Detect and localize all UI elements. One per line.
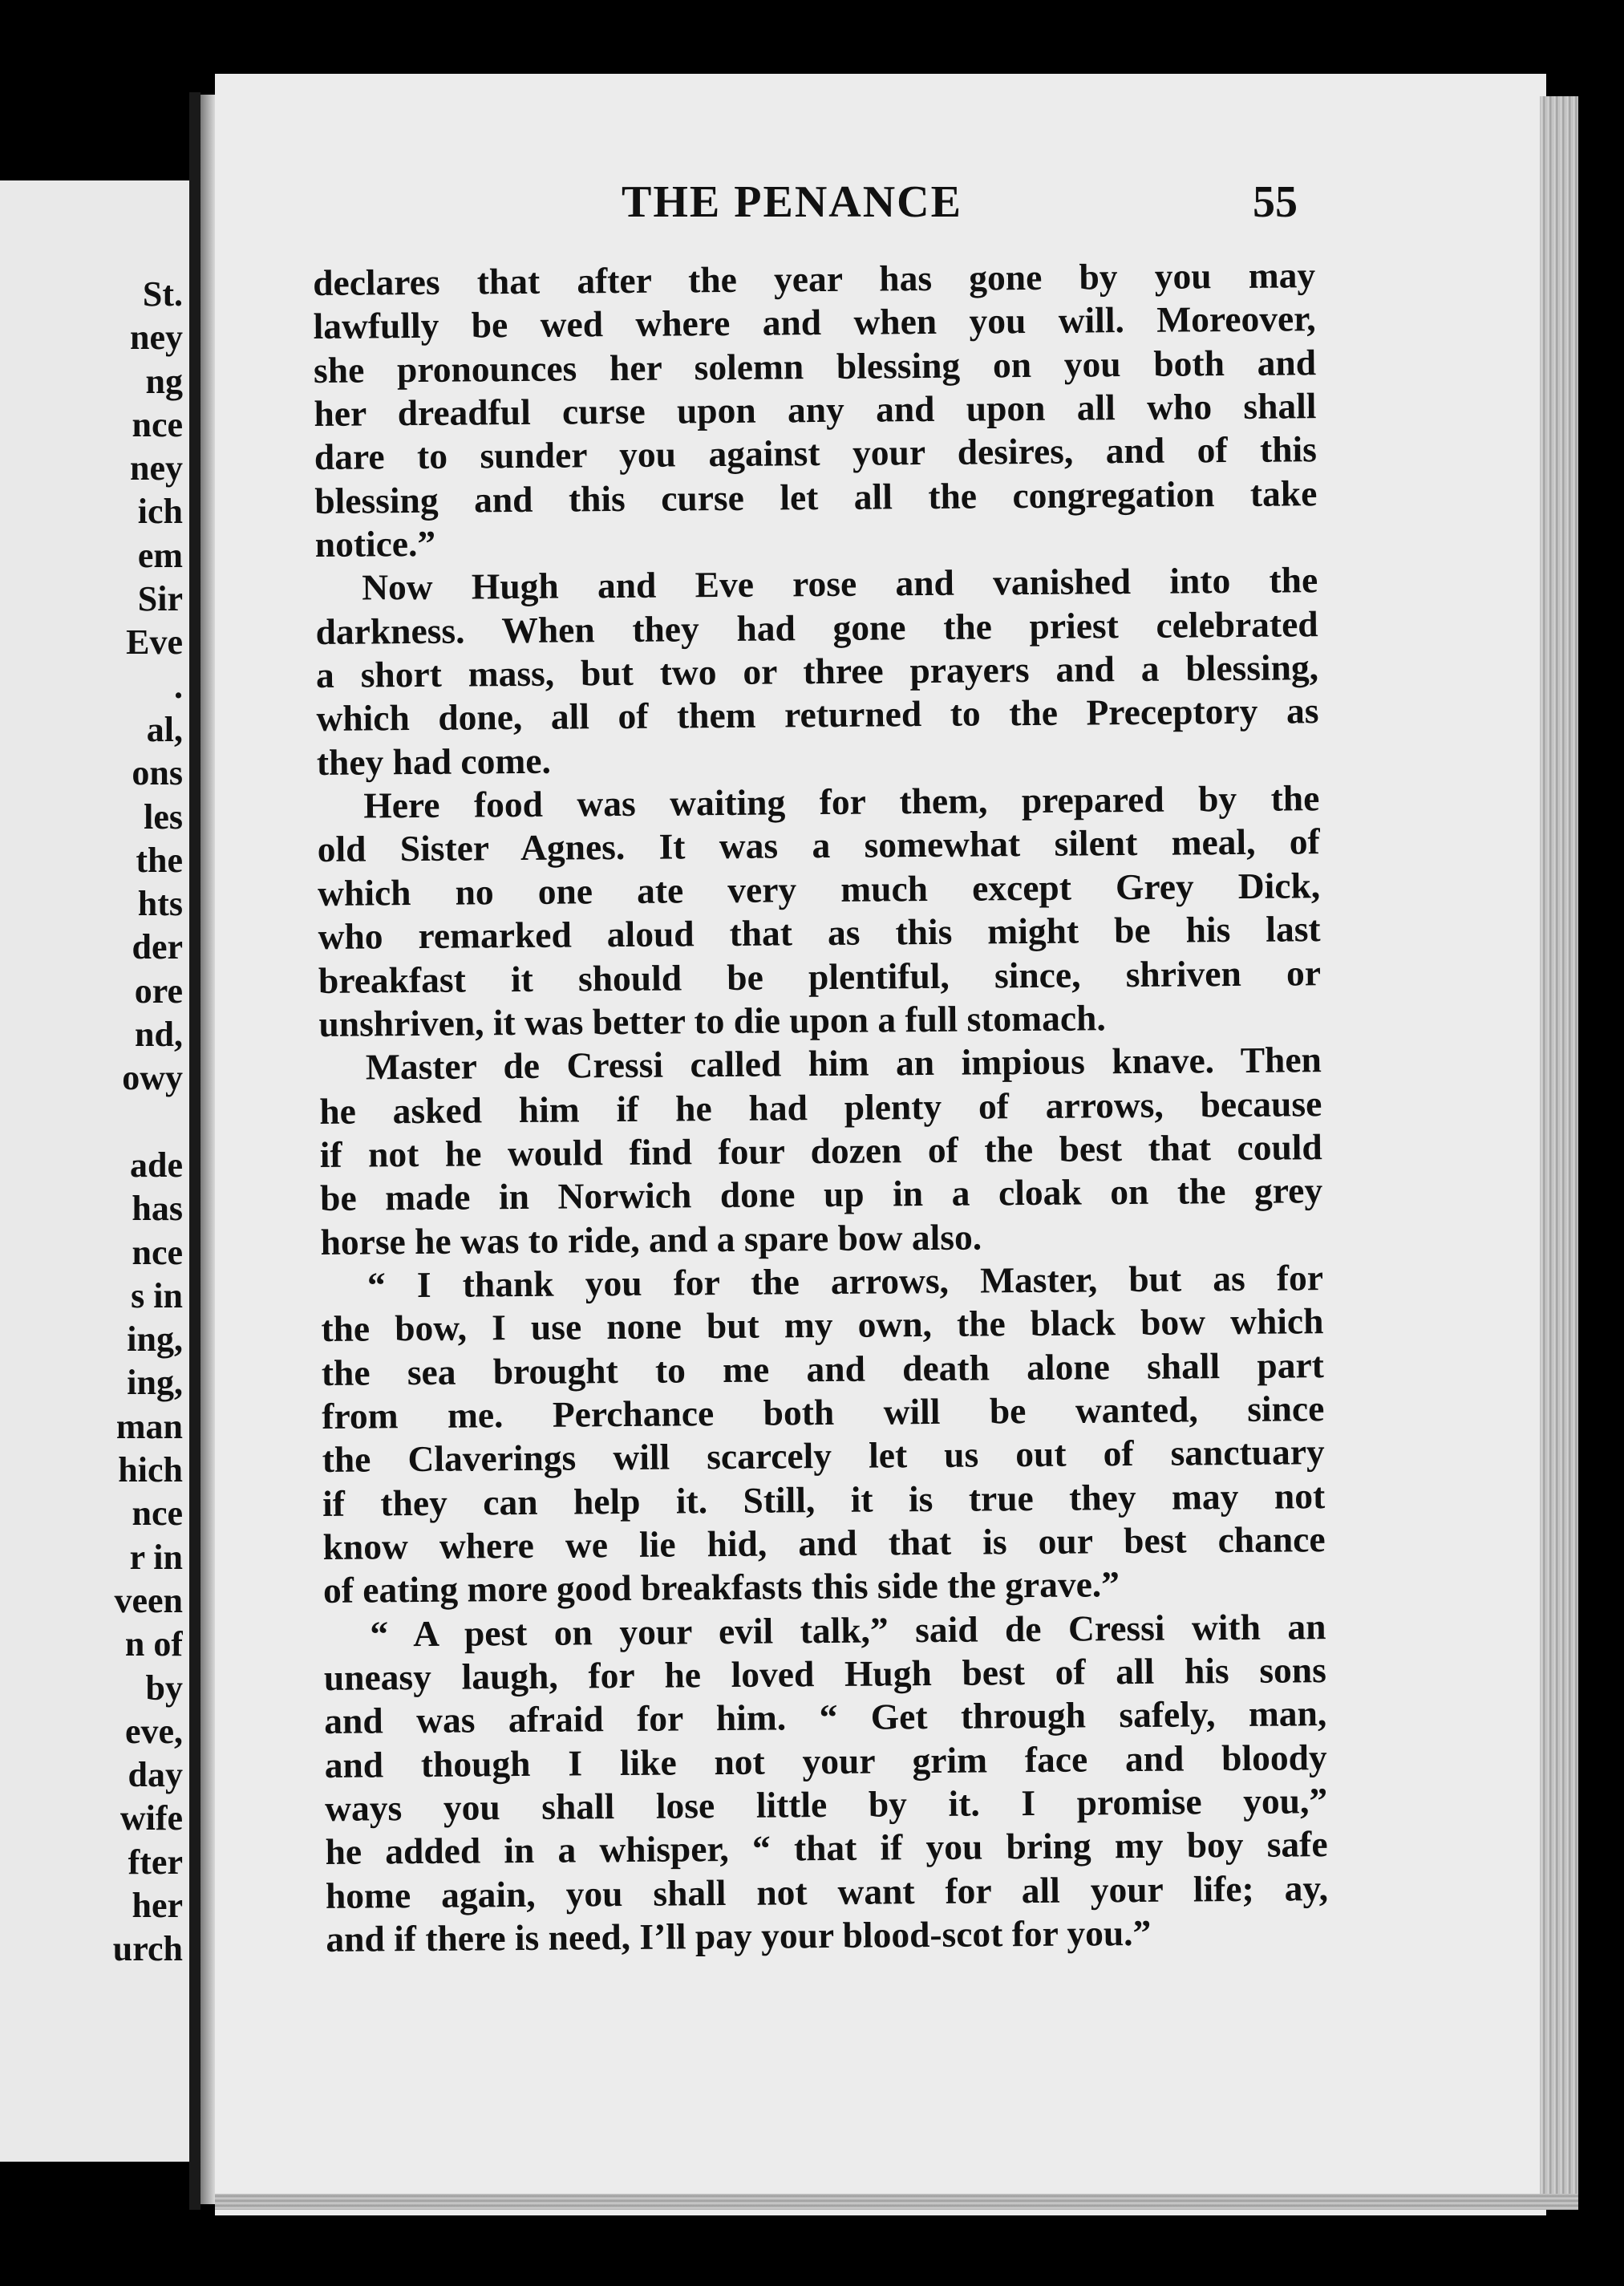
left-fragment: urch [112,1929,183,1969]
text-line: the sea brought to me and death alone shall part [321,1344,1325,1393]
left-fragment: her [132,1885,183,1925]
text-line: she pronounces her solemn blessing on you both and [313,341,1317,391]
running-head: THE PENANCE [622,177,962,227]
text-line: uneasy laugh, for he loved Hugh best of all his sons [323,1649,1327,1698]
text-line: darkness. When they had gone the priest celebrated [315,602,1318,652]
left-fragment: s in [131,1275,183,1315]
text-line: know where we lie hid, and that is our best chance [322,1518,1326,1567]
text-line: which done, all of them returned to the Preceptory as [316,690,1319,740]
left-fragment: ney [130,448,183,488]
text-line: from me. Perchance both will be wanted, since [322,1388,1325,1437]
left-fragment: veen [114,1580,183,1620]
text-line: blessing and this curse let all the congregation take [314,472,1318,521]
left-fragment: owy [122,1058,183,1098]
left-fragment [6,1100,183,1144]
page-number: 55 [1253,177,1298,227]
text-line: the bow, I use none but my own, the black bow which [321,1300,1324,1350]
text-line: unshriven, it was better to die upon a full stomach. [318,997,1106,1044]
left-fragment: eve, [124,1711,183,1751]
left-fragment: Sir [137,579,183,619]
text-line: Master de Cressi called him an impious knave. Then [365,1039,1322,1088]
text-line: the Claverings will scarcely let us out of sanctuary [322,1431,1325,1481]
text-line: and was afraid for him. “ Get through safely, man, [324,1692,1327,1742]
text-line: who remarked aloud that as this might be his last [318,908,1321,958]
page-body-text [313,253,1329,1961]
left-fragment: nd, [135,1015,183,1055]
left-fragment: fter [128,1842,183,1882]
left-fragment: ng [145,361,183,401]
left-fragment: man [115,1406,183,1446]
left-page-text-fragments [6,273,183,1972]
left-fragment: ing, [127,1319,183,1360]
left-fragment: Eve [126,622,183,663]
text-line: Here food was waiting for them, prepared by the [363,777,1320,826]
text-line: if they can help it. Still, it is true they may not [322,1474,1326,1524]
left-fragment: al, [146,709,183,749]
text-line: ways you shall lose little by it. I promise you,” [324,1780,1328,1829]
text-line: which no one ate very much except Grey Dick, [317,864,1321,914]
text-line: notice.” [314,522,436,565]
left-page [0,180,189,2162]
text-line: Now Hugh and Eve rose and vanished into the [361,559,1318,608]
text-line: a short mass, but two or three prayers and a blessing, [315,646,1319,696]
text-line: be made in Norwich done up in a cloak on the grey [319,1169,1323,1219]
text-line: “ A pest on your evil talk,” said de Cressi with an [370,1605,1326,1655]
page-stack-edge [1540,96,1578,2198]
left-fragment: ore [134,971,183,1011]
left-fragment: les [144,796,183,837]
text-line: he added in a whisper, “ that if you bring my boy safe [325,1823,1328,1873]
left-fragment: r in [129,1537,183,1577]
text-line: horse he was to ride, and a spare bow also. [320,1216,982,1263]
left-fragment: hich [118,1450,183,1490]
page-bottom-edge [215,2194,1578,2210]
text-line: if not he would find four dozen of the best that could [319,1126,1322,1175]
left-fragment: ons [132,753,183,793]
left-fragment: der [132,927,183,967]
text-line: dare to sunder you against your desires, and of this [314,428,1318,478]
left-fragment: ich [137,492,183,532]
left-fragment: wife [119,1798,183,1838]
left-fragment: the [136,840,183,880]
left-fragment: day [128,1755,183,1795]
text-line: her dreadful curse upon any and upon all who shall [314,385,1317,435]
text-line: declares that after the year has gone by you may [313,254,1316,303]
text-line: they had come. [316,740,552,783]
text-line: of eating more good breakfasts this side the grave.” [322,1563,1120,1611]
book-gutter [189,92,200,2210]
text-line: he asked him if he had plenty of arrows, because [319,1082,1322,1132]
left-fragment: by [145,1668,183,1708]
text-line: “ I thank you for the arrows, Master, but as for [367,1257,1324,1306]
text-line: lawfully be wed where and when you will. Moreover, [313,298,1316,347]
left-fragment: nce [132,404,183,444]
text-line: and though I like not your grim face and bloody [324,1736,1327,1785]
text-line: breakfast it should be plentiful, since, shriven or [318,951,1322,1001]
left-fragment: hts [137,884,183,924]
left-fragment: St. [142,274,183,314]
left-fragment: ing, [127,1363,183,1403]
text-line: old Sister Agnes. It was a somewhat silent meal, of [317,821,1320,870]
left-fragment: nce [132,1232,183,1272]
left-fragment: nce [132,1494,183,1534]
left-fragment: ade [130,1145,183,1185]
left-fragment: ney [130,318,183,358]
left-fragment: em [137,535,183,575]
gutter-shadow [200,95,215,2204]
left-fragment: has [132,1189,183,1229]
left-fragment: . [174,666,183,706]
text-line: and if there is need, I’ll pay your blood-scot for you.” [326,1911,1152,1960]
left-fragment: n of [124,1624,183,1664]
text-line: home again, you shall not want for all your life; ay, [325,1866,1329,1916]
